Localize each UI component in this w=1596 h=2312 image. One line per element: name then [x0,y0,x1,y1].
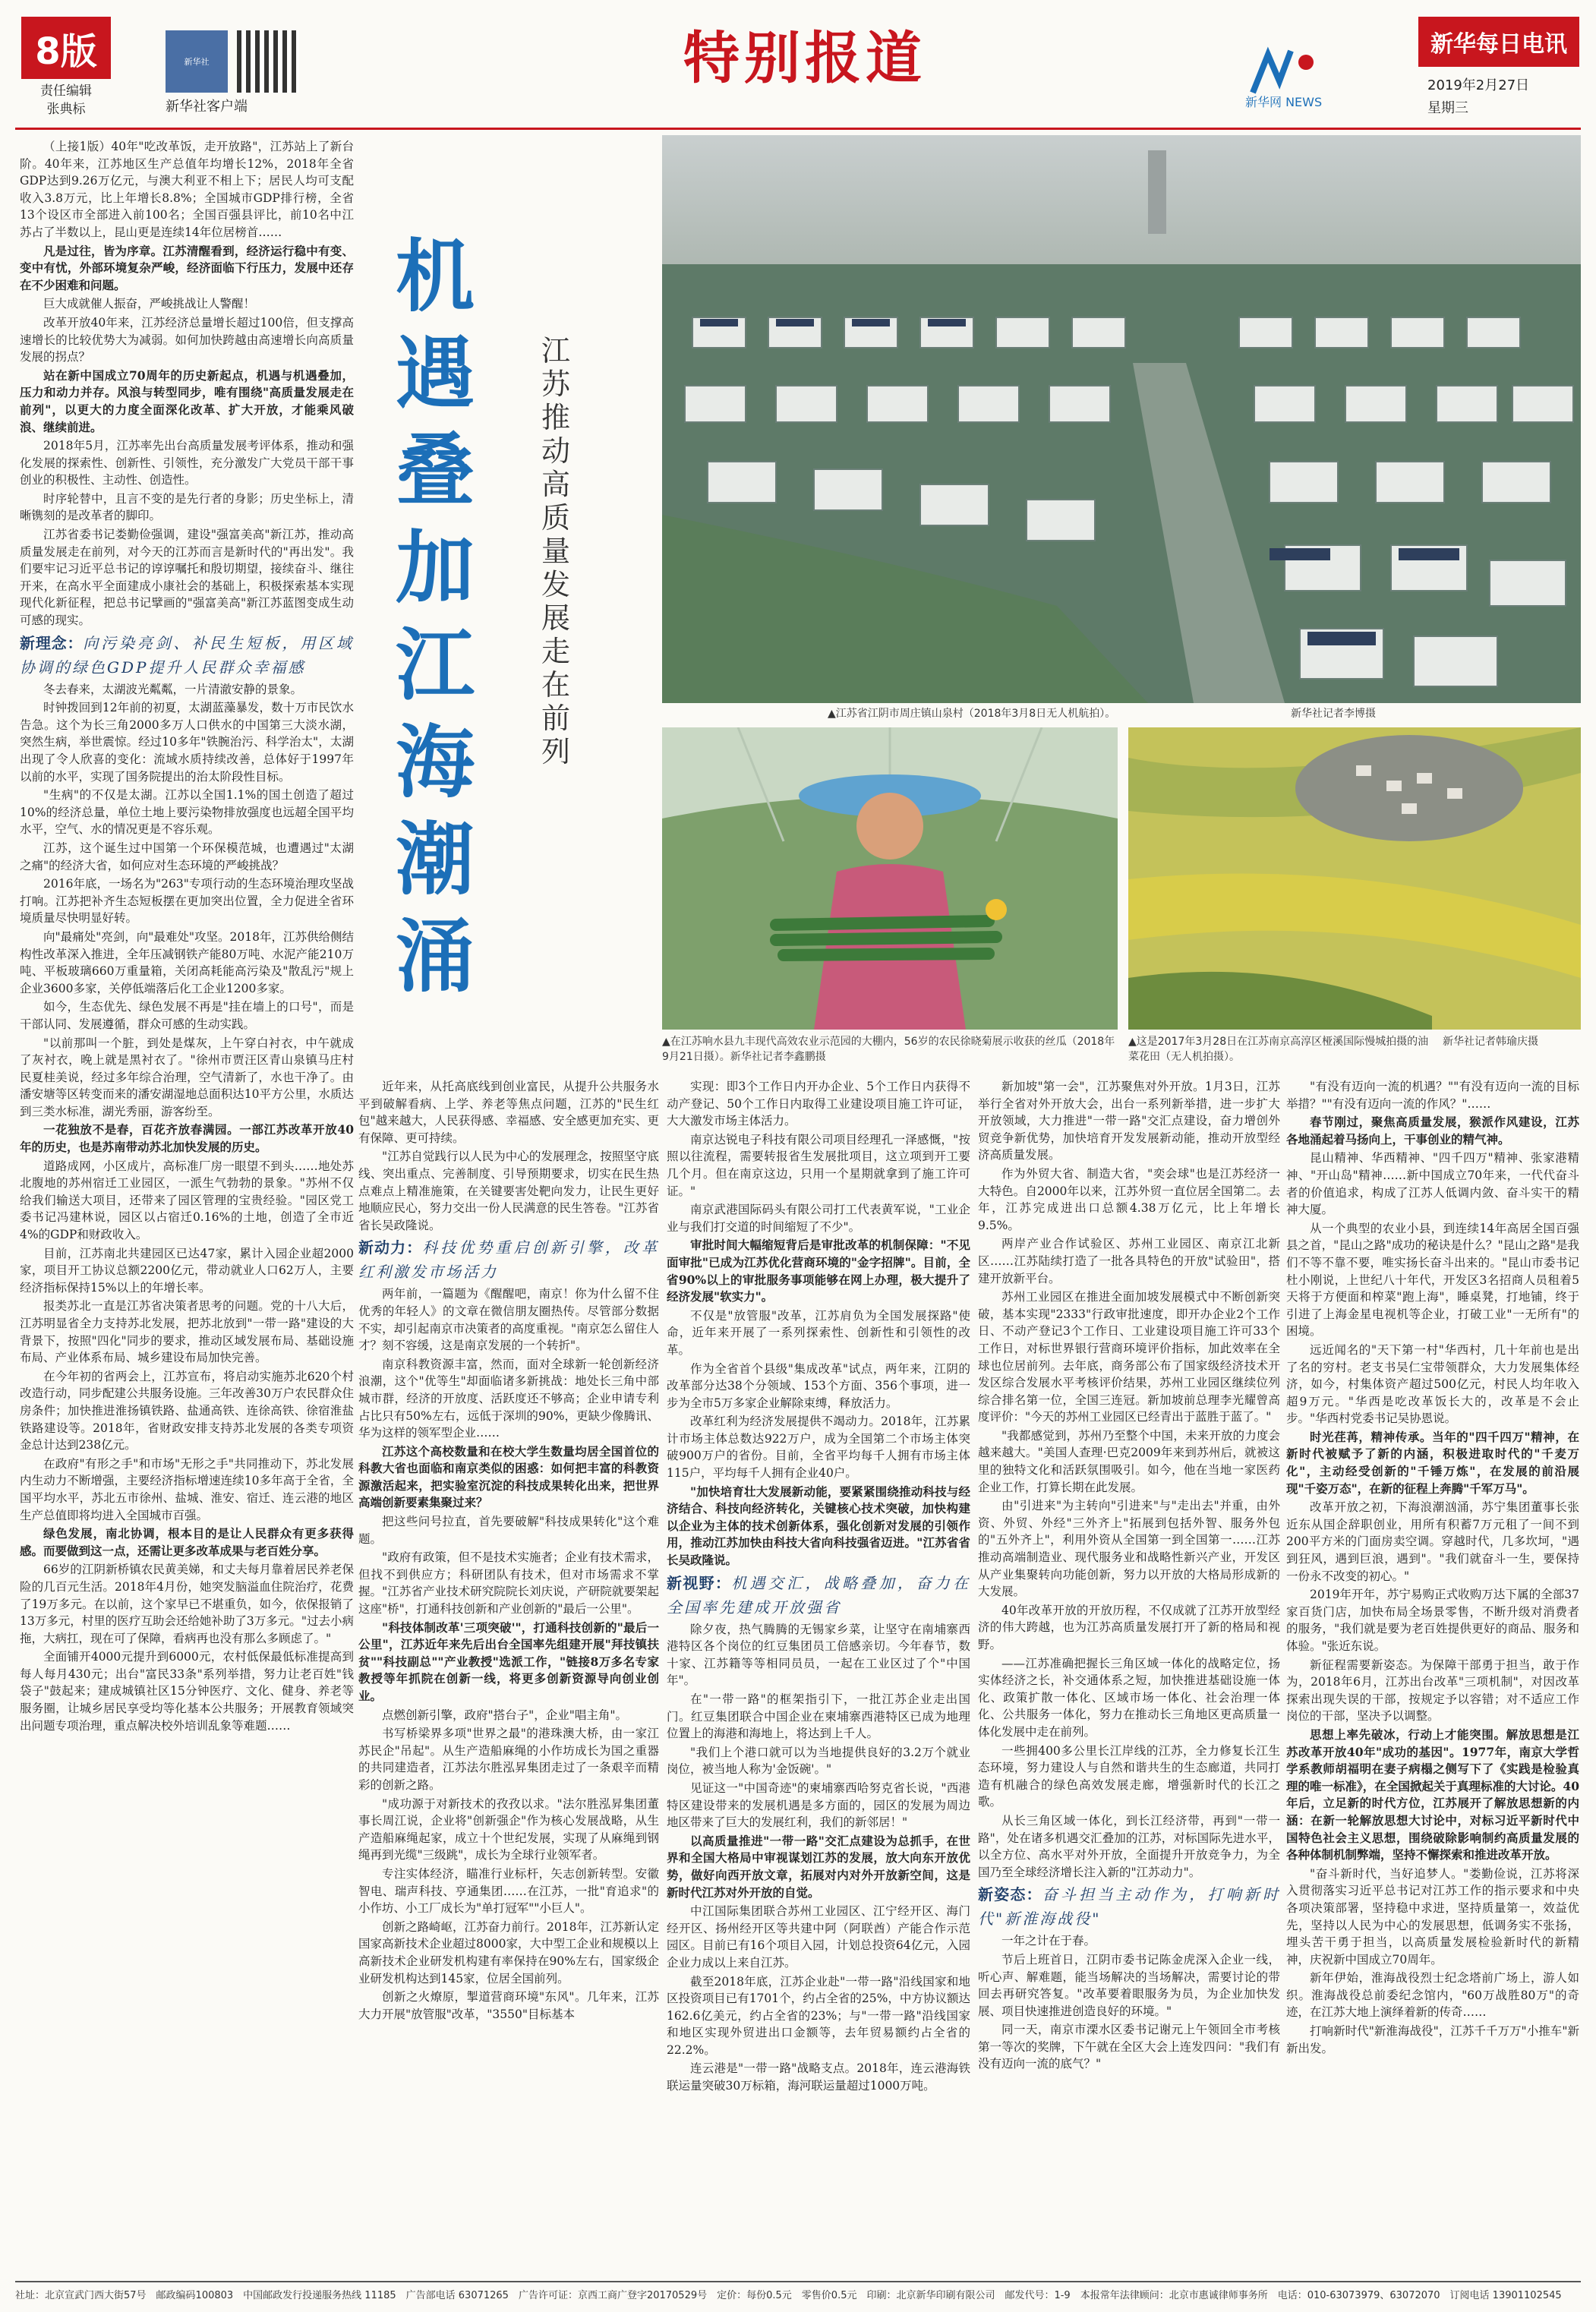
village-aerial-image [662,135,1581,703]
article-column-2 [358,1078,659,2279]
article-column-3 [667,1078,970,2279]
subhead-new-concept [20,631,354,680]
sub-headline: 江苏推动高质量发展走在前列 [541,334,570,768]
paragraph: 专注实体经济，瞄准行业标杆，矢志创新转型。安徽智电、瑞声科技、亨通集团……在江苏，一批"育追求"的小作坊、小工厂成长为"单打冠军""小巨人"。 [358,1866,659,1916]
paragraph: 一年之计在于春。 [1001,1934,1096,1948]
paragraph: 中江国际集团联合苏州工业园区、江宁经开区、海门经开区、扬州经开区等共建中阿（阿联酋）产能合作示范园区。目前已有16个项目入园，计划总投资64亿元，入园企业力成以上来自江苏。 [667,1904,970,1970]
paragraph: 南京武港国际码头有限公司打工代表黄军说，"工业企业与我们打交道的时间缩短了不少"。 [667,1203,970,1234]
paragraph: 向"最痛处"亮剑，向"最难处"攻坚。2018年，江苏供给侧结构性改革深入推进，全年压减钢铁产能80万吨、水泥产能210万吨、平板玻璃660万重量箱，关闭高耗能高污染及"散乱污"规上企业3600多家，关停低端落后化工企业1200多家。 [20,929,354,995]
page-number-badge: 8版 [21,17,111,79]
paragraph: 在今年初的省两会上，江苏宣布，将启动实施苏北620个村改造行动，同步配建公共服务设施。三年改善30万户农民群众住房条件；加快推进淮扬镇铁路、盐通高铁、连徐高铁、徐宿淮盐铁路建设等。2018年，省财政安排支持苏北发展的各类专项资金总计达到238亿元。 [20,1369,354,1452]
header-rule [15,128,1581,130]
subhead-label: 新动力： [358,1238,423,1257]
paragraph: 时序轮替中，且言不变的是先行者的身影；历史坐标上，清晰镌刻的是改革者的脚印。 [20,491,354,523]
rapeseed-image [1128,727,1581,1030]
paragraph: "我们上个港口就可以为当地提供良好的3.2万个就业岗位，被当地人称为'金饭碗'。" [667,1745,970,1777]
paragraph: "奋斗新时代，当好追梦人。"娄勤俭说，江苏将深入贯彻落实习近平总书记对江苏工作的指示要求和中央各项决策部署，坚持稳中求进，坚持质量第一，效益优先，坚持以人民为中心的发展思想，低调务实不张扬，埋头苦干勇于担当，以高质量发展检验新时代的新精神，庆祝新中国成立70周年。 [1286,1866,1579,1967]
subhead-body: 奋斗担当主动作为，打响新时代"新淮海战役" [978,1885,1280,1929]
paragraph: 新加坡"第一会"，江苏聚焦对外开放。1月3日，江苏举行全省对外开放大会，出台一系列新举措，进一步扩大开放领域，大力推进"一带一路"交汇点建设，奋力增创外贸竞争新优势，加快培育开发发展新动能，推动开放型经济高质量发展。 [978,1080,1280,1162]
photo-farmer [662,727,1118,1030]
paragraph: 改革红利为经济发展提供不竭动力。2018年，江苏累计市场主体总数达922万户，成为全国第二个市场主体突破900万户的省份。目前，全省平均每千人拥有市场主体115户，平均每千人拥有企业40户。 [667,1415,970,1481]
paragraph: 巨大成就催人振奋，严峻挑战让人警醒！ [43,297,256,311]
paragraph: 一花独放不是春，百花齐放春满园。一部江苏改革开放40年的历史，也是苏南带动苏北加快发展的历史。 [20,1122,354,1155]
paragraph: "以前那叫一个脏，到处是煤灰，上午穿白衬衣，中午就成了灰衬衣，晚上就是黑衬衣了。"徐州市贾汪区青山泉镇马庄村民夏桂美说，经过多年综合治理，空气清新了，水也干净了。由潘安塘等区转变而来的潘安湖湿地总面积达10平方公里，水质达到三类水标准，湖光秀丽，游客纷至。 [20,1036,354,1118]
paragraph: 两岸产业合作试验区、苏州工业园区、南京江北新区……江苏陆续打造了一批各具特色的开放"试验田"，搭建开放新平台。 [978,1237,1280,1285]
paragraph: 创新之路崎岖，江苏奋力前行。2018年，江苏新认定国家高新技术企业超过8000家，大中型工企业和规模以上高新技术企业研发机构建有率保持在90%左右，国家级企业研发机构达到145家，位居全国前列。 [358,1919,659,1986]
paragraph: 由"引进来"为主转向"引进来"与"走出去"并重，由外资、外贸、外经"三外齐上"拓展到包括外智、服务外包的"五外齐上"，利用外资从全国第一到全国第一……江苏推动高端制造业、现代服务业和战略性新兴产业，开发区从产业集聚转向功能创新，努力以开放的大格局形成新的大发展。 [978,1499,1280,1599]
paragraph: 40年改革开放的开放历程，不仅成就了江苏开放型经济的伟大跨越，也为江苏高质量发展打开了新的格局和视野。 [978,1603,1280,1651]
photo-village-aerial [662,135,1581,703]
paragraph: 同一天，南京市溧水区委书记谢元上午领回全市考核第一等次的奖牌，下午就在全区大会上连发四问："我们有没有迈向一流的底气？" [978,2023,1280,2071]
paragraph: ——江苏准确把握长三角区域一体化的战略定位，扬实体经济之长，补交通体系之短，加快推进基础设施一体化、政策扩散一体化、区域市场一体化、社会治理一体化、公共服务一体化，努力在推动长三角地区更高质量一体化发展中走在前列。 [978,1656,1280,1739]
paragraph: 点燃创新引擎，政府"搭台子"，企业"唱主角"。 [382,1708,628,1722]
subhead-body: 机遇交汇，战略叠加，奋力在全国率先建成开放强省 [667,1573,970,1617]
paragraph: 不仅是"放管服"改革，江苏肩负为全国发展探路"使命，近年来开展了一系列探索性、创新性和引领性的改革。 [667,1308,970,1357]
paragraph: 春节刚过，聚焦高质量发展，猴派作风建设，江苏各地涌起着马扬向上，干事创业的精气神。 [1286,1115,1579,1147]
subhead-new-vision [667,1571,970,1620]
photo-caption-top: ▲江苏省江阴市周庄镇山泉村（2018年3月8日无人机航拍）。 [828,708,1116,720]
paragraph: 近年来，从托高底线到创业富民，从提升公共服务水平到破解看病、上学、养老等焦点问题，江苏的"民生红包"越来越大，人民获得感、幸福感、安全感更加充实、更有保障、更可持续。 [358,1080,659,1145]
paragraph: 节后上班首日，江阴市委书记陈金虎深入企业一线，听心声、解难题，能当场解决的当场解决，需要讨论的带回去再研究答复。"改革要着眼服务为员，为企业加快发展、项目快速推进创造良好的环境。" [978,1952,1280,2018]
paragraph: 如今，生态优先、绿色发展不再是"挂在墙上的口号"，而是干部认同、发展遵循，群众可感的生动实践。 [20,1000,354,1031]
issue-date: 2019年2月27日 [1427,77,1530,93]
issue-weekday: 星期三 [1427,100,1468,116]
paragraph: 江苏这个高校数量和在校大学生数量均居全国首位的科教大省也面临和南京类似的困惑：如何把丰富的科教资源激活起来，把实验室沉淀的科技成果转化出来，把世界高端创新要素集聚过来？ [358,1443,659,1510]
paragraph: 冬去春来，太湖波光粼粼，一片清澈安静的景象。 [43,682,303,696]
paragraph: 南京达锐电子科技有限公司项目经理孔一泽感慨，"按照以往流程，需要转报省生发展批项目，这立项到开工要几个月。但在南京这边，只用一个星期就拿到了施工许可证。" [667,1132,970,1198]
paragraph: 见证这一"中国奇迹"的柬埔寨西哈努克省长说，"西港特区建设带来的发展机遇是多方面的，园区的发展为周边地区带来了巨大的发展红利，我们的新邻居！" [667,1781,970,1830]
paragraph: 书写桥梁界多项"世界之最"的港珠澳大桥，由一家江苏民企"吊起"。从生产造船麻绳的小作坊成长为国之重器的共同建造者，江苏法尔胜泓昇集团走过了一条艰辛而精彩的创新之路。 [358,1727,659,1792]
paragraph: 在"一带一路"的框架指引下，一批江苏企业走出国门。红豆集团联合中国企业在柬埔寨西港特区已成为地理位置上的海港和海地上，将达到上千人。 [667,1692,970,1741]
news-logo-text: 新华网 NEWS [1245,95,1323,108]
paragraph: 昆山精神、华西精神、"四千四万"精神、张家港精神、"开山岛"精神……新中国成立70年来，一代代奋斗者的价值追求，构成了江苏人低调内敛、奋斗实干的精神大厦。 [1286,1151,1579,1217]
xinhuanet-logo [1245,39,1336,108]
qr-code-icon[interactable] [237,30,299,93]
paragraph: 江苏，这个诞生过中国第一个环保模范城，也遭遇过"太湖之痛"的经济大省，如何应对生态环境的严峻挑战？ [20,841,354,872]
xinhua-app-logo: 新华社 [166,30,228,93]
paragraph: 全面铺开4000元提升到6000元，农村低保最低标准提高到每人每月430元；出台"富民33条"系列举措，努力让老百姓"钱袋子"鼓起来；建成城镇社区15分钟医疗、文化、健身、养老等服务圈，让城乡居民享受均等化基本公共服务；开展教育领域突出问题专项治理，重点解决校外培训乱象等难题…… [20,1650,354,1733]
paragraph: 时光荏苒，精神传承。当年的"四千四万"精神，在新时代被赋予了新的内涵，积极进取时代的"千麦万化"，主动经受创新的"千锤万炼"，在发展的前沿展现"千姿万态"，在新的征程上奔腾"千军万马"。 [1286,1429,1579,1496]
paragraph: 连云港是"一带一路"战略支点。2018年，连云港海铁联运量突破30万标箱，海河联运量超过1000万吨。 [667,2061,970,2093]
paragraph: "政府有政策，但不是技术实施者；企业有技术需求，但找不到供应方；科研团队有技术，但对市场需求不掌握。"江苏省产业技术研究院院长刘庆说，产研院就要架起这座"桥"，打通科技创新和产业创新的"最后一公里"。 [358,1550,659,1617]
paragraph: 思想上率先破冰，行动上才能突围。解放思想是江苏改革开放40年"成功的基因"。1977年，南京大学哲学系教师胡福明在妻子病榻之侧写下了《实践是检验真理的唯一标准》，在全国掀起关于真理标准的大讨论。40年后，立足新的时代方位，江苏展开了解放思想新的内涵：在新一轮解放思想大讨论中，对标习近平新时代中国特色社会主义思想，围绕破除影响制约高质量发展的各种体制机制弊端，坚持不懈探索和推进改革开放。 [1286,1727,1579,1863]
paragraph: 在政府"有形之手"和市场"无形之手"共同推动下，苏北发展内生动力不断增强，主要经济指标增速连续10多年高于全省，全国平均水平，苏北五市徐州、盐城、淮安、宿迁、连云港的地区生产总值即将均进入全国城市百强。 [20,1456,354,1522]
subhead-new-posture [978,1882,1280,1931]
photo-caption-right: ▲这是2017年3月28日在江苏南京高淳区桠溪国际慢城拍摄的油菜花田（无人机拍摄）。 [1128,1036,1429,1063]
paragraph: 从一个典型的农业小县，到连续14年高居全国百强县之首，"昆山之路"成功的秘诀是什么？"昆山之路"是我们不等不靠不要，唯实扬长奋斗出来的。"昆山市委书记杜小刚说，上世纪八十年代，开发区3名招商人员租着5天将于方便面和榨菜"跑上海"，睡桌凳，打地铺，终于引进了上海金星电视机等企业，打破工业"一无所有"的困境。 [1286,1221,1579,1339]
paragraph: "我都感觉到，苏州乃至整个中国，未来开放的力度会越来越大。"美国人查理·巴克2009年来到苏州后，就被这里的独特文化和活跃氛围吸引。如今，他在当地一家医药企业工作，打算长期在此发展。 [978,1428,1280,1494]
paragraph: 道路成网，小区成片，高标准厂房一眼望不到头……地处苏北腹地的苏州宿迁工业园区，一派生气勃勃的景象。"苏州不仅给我们输送大项目，还带来了园区管理的宝贵经验。"园区党工委书记冯建林说，园区以占宿迁0.16%的土地，创造了全市近4%的GDP和财政收入。 [20,1159,354,1242]
photo-caption-left: ▲在江苏响水县九丰现代高效农业示范园的大棚内，56岁的农民徐晓菊展示收获的丝瓜（2018年9月21日摄）。新华社记者李鑫鹏摄 [662,1036,1115,1063]
paragraph: 南京科教资源丰富，然而，面对全球新一轮创新经济浪潮，这个"优等生"却面临诸多新挑战：地处长三角中部城市群，经济的开放度、活跃度还不够高；企业申请专利占比只有50%左右，远低于深圳的90%，更缺少像腾讯、华为这样的领军型企业…… [358,1357,659,1440]
paragraph: 以高质量推进"一带一路"交汇点建设为总抓手，在世界和全国大格局中审视谋划江苏的发展，放大向东开放优势，做好向西开放文章，拓展对内对外开放新空间，这是新时代江苏对外开放的自觉。 [667,1833,970,1900]
paragraph: 2019年开年，苏宁易购正式收购万达下属的全部37家百货门店，加快布局全场景零售，不断升级对消费者的服务，"我们就是要为老百姓提供更好的商品、服务和体验。"张近东说。 [1286,1588,1579,1653]
subhead-label: 新视野： [667,1573,732,1592]
paragraph: "成功源于对新技术的孜孜以求。"法尔胜泓昇集团董事长周江说，企业将"创新强企"作为核心发展战略，从生产造船麻绳起家，成立十个世纪发展，实现了从麻绳到钢绳再到光缆"三级跳"，成长为全球行业领军者。 [358,1796,659,1863]
paragraph: 站在新中国成立70周年的历史新起点，机遇与机遇叠加，压力和动力并存。风浪与转型同步，唯有围绕"高质量发展走在前列"，以更大的力度全面深化改革、扩大开放，才能乘风破浪、继续前进。 [20,367,354,434]
paragraph: 实现：即3个工作日内开办企业、5个工作日内获得不动产登记、50个工作日内取得工业建设项目施工许可证，大大激发市场主体活力。 [667,1080,970,1128]
paragraph: 作为全省首个县级"集成改革"试点，两年来，江阴的改革部分达38个分领域、153个方面、356个事项，进一步为全市5万多家企业解除束缚，释放活力。 [667,1361,970,1410]
paragraph: 一些拥400多公里长江岸线的江苏，全力修复长江生态环境，努力建设人与自然和谐共生的生态廊道，共同打造有机融合的绿色高效发展走廊，增强新时代的长江之歌。 [978,1743,1280,1809]
editor-info [21,82,111,120]
paragraph: "加快培育壮大发展新动能，要紧紧围绕推动科技与经济结合、科技向经济转化，关键核心技术突破，加快构建以企业为主体的技术创新体系，强化创新对发展的引领作用，推动江苏加快由科技大省向科技强省迈进。"江苏省省长吴政隆说。 [667,1484,970,1568]
paragraph: 从长三角区域一体化，到长江经济带，再到"一带一路"，处在诸多机遇交汇叠加的江苏，对标国际先进水平，以全方位、高水平对外开放，全面提升开放竞争力，为全国乃至全球经济增长注入新的"江苏动力"。 [978,1813,1280,1879]
paragraph: 作为外贸大省、制造大省，"奕会球"也是江苏经济一大特色。自2000年以来，江苏外贸一直位居全国第二。去年，江苏完成进出口总额4.38万亿元，比上年增长9.5%。 [978,1166,1280,1232]
editor-label: 责任编辑 [40,84,92,99]
paragraph: 江苏省委书记娄勤俭强调，建设"强富美高"新江苏，推动高质量发展走在前列，对今天的江苏而言是新时代的"再出发"。我们要牢记习近平总书记的谆谆嘱托和殷切期望，接续奋斗、继往开来，在高水平全面建成小康社会的基础上，积极探索基本实现现代化新征程，把总书记擘画的"强富美高"新江苏蓝图变成生动可感的现实。 [20,528,354,628]
footer-info: 社址：北京宣武门西大街57号 邮政编码100803 中国邮政发行投递服务热线 11185 广告部电话 63071265 广告许可证：京西工商广登字20170529号 定价：每份0.5元 零售价0.5元 印刷：北京新华印刷有限公司 邮发代号：1-9 本报常年法律顾问：北京市惠诚律师事务所 电话：010-63073979、63072070 订阅电话 13901102545 [15,2290,1562,2301]
paragraph: 新年伊始，淮海战役烈士纪念塔前广场上，游人如织。淮海战役总前委纪念馆内，"60万战胜80万"的奇迹，在江苏大地上演绎着新的传奇…… [1286,1971,1579,2020]
paragraph: 改革开放40年来，江苏经济总量增长超过100倍，但支撑高速增长的比较优势大为减弱。如何加快跨越由高速增长向高质量发展的拐点？ [20,315,354,364]
editor-name: 张典标 [46,102,86,117]
photo-rapeseed [1128,727,1581,1030]
section-title: 特别报道 [683,26,926,91]
subhead-label: 新理念： [20,633,84,652]
paragraph: 打响新时代"新淮海战役"，江苏千千万万"小推车"新新出发。 [1286,2024,1579,2055]
footer-rule [15,2281,1581,2282]
paragraph: 2018年5月，江苏率先出台高质量发展考评体系，推动和强化发展的探索性、创新性、引领性，充分激发广大党员干部干事创业的积极性、主动性、创造性。 [20,439,354,487]
paragraph: 绿色发展，南北协调，根本目的是让人民群众有更多获得感。而要做到这一点，还需让更多改革成果与老百姓分享。 [20,1526,354,1558]
paragraph: 2016年底，一场名为"263"专项行动的生态环境治理攻坚战打响。江苏把补齐生态短板摆在更加突出位置，全力促进全省环境质量尽快明显好转。 [20,877,354,926]
main-headline: 机遇叠加江海潮涌 [395,229,475,1003]
paragraph: 凡是过往，皆为序章。江苏清醒看到，经济运行稳中有变、变中有忧，外部环境复杂严峻，经济面临下行压力，发展中还存在不少困难和问题。 [20,243,354,292]
paragraph: 目前，江苏南北共建园区已达47家，累计入园企业超2000家，项目开工协议总额2200亿元，带动就业人口62万人，主要经济指标保持15%以上的年增长率。 [20,1246,354,1295]
daily-badge: 新华每日电讯 [1418,17,1579,67]
article-column-5 [1286,1078,1579,2279]
qr-caption: 新华社客户端 [166,99,248,115]
paragraph: 苏州工业园区在推进全面加坡发展模式中不断创新突破，基本实现"2333"行政审批速度，即开办企业2个工作日、不动产登记3个工作日、工业建设项目施工许可33个工作日，对标世界银行营商环境评价指标，加此效率在全球也位居前列。去年底，商务部公布了国家级经济技术开发区综合发展水平考核评价结果，苏州工业园区继续位列综合排名第一位，全国三连冠。新加坡前总理李光耀曾高度评价："今天的苏州工业园区已经青出于蓝胜于蓝了。" [978,1290,1280,1424]
paragraph: 两年前，一篇题为《醒醒吧，南京！你为什么留不住优秀的年轻人》的文章在微信朋友圈热传。尽管部分数据不实，却引起南京市决策者的高度重视。"南京怎么留住人才？刻不容缓，这是南京发展的一个转折"。 [358,1287,659,1353]
paragraph: 时钟拨回到12年前的初夏，太湖蓝藻暴发，数十万市民饮水告急。这个为长三角2000多万人口供水的中国第三大淡水湖，突然生病，举世震惊。经过10多年"铁腕治污、科学治太"，太湖出现了令人欣喜的变化：流域水质持续改善，总体好于1997年以前的水平，实现了国务院提出的治太阶段性目标。 [20,701,354,784]
date-box [1427,74,1579,120]
paragraph: 远近闻名的"天下第一村"华西村，几十年前也是出了名的穷村。老支书吴仁宝带领群众，大力发展集体经济，如今，村集体资产超过500亿元，村民人均年收入超9万元。"华西是吃改革饭长大的，改革是不会止步。"华西村党委书记吴协恩说。 [1286,1342,1579,1426]
paragraph: "江苏自觉践行以人民为中心的发展理念，按照坚守底线、突出重点、完善制度、引导预期要求，切实在民生热点难点上精准施策，在关键要害处靶向发力，让民生更好地顺应民心，努力交出一份人民满意的民生答卷。"江苏省省长吴政隆说。 [358,1150,659,1232]
paragraph: 报类苏北一直是江苏省决策者思考的问题。党的十八大后，江苏明显省全力支持苏北发展，把苏北放到"一带一路"建设的大背景下，按照"四化"同步的要求，推动区域发展布局、基础设施布局、产业体系布局、城乡建设布局加快完善。 [20,1299,354,1365]
paragraph: 把这些问号拉直，首先要破解"科技成果转化"这个难题。 [358,1515,659,1546]
paragraph: 截至2018年底，江苏企业赴"一带一路"沿线国家和地区投资项目已有1701个，约占全省的25%，中方协议额达162.6亿美元，约占全省的23%；与"一带一路"沿线国家和地区实现外贸进出口金额等，去年贸易额约占全省的22.2%。 [667,1974,970,2057]
paragraph: 除夕夜，热气腾腾的无锡家乡菜，让坚守在南埔寨西港特区各个岗位的红豆集团员工倍感亲切。今年春节，数十家、江苏籍等等相同员员，一起在工业区过了个"中国年"。 [667,1622,970,1688]
farmer-image [662,727,1118,1030]
subhead-new-momentum [358,1235,659,1284]
photo-credit-right: 新华社记者韩瑜庆摄 [1443,1036,1538,1048]
paragraph: "生病"的不仅是太湖。江苏以全国1.1%的国土创造了超过10%的经济总量，单位土地上要污染物排放强度也远超全国平均水平，空气、水的情况更是不容乐观。 [20,788,354,837]
article-column-1 [20,138,354,2279]
subhead-label: 新姿态： [978,1885,1042,1904]
photo-credit-top: 新华社记者李博摄 [1291,708,1376,720]
paragraph: （上接1版）40年"吃改革饭，走开放路"，江苏站上了新台阶。40年来，江苏地区生产总值年均增长12%，2018年全省GDP达到9.26万亿元，与澳大利亚不相上下；居民人均可支配收入3.8万元，比上年增长8.8%；全国城市GDP排行榜，全省13个设区市全部进入前100名；全国百强县评比，前10名中江苏占了半数以上，昆山更是连续14年位居榜首…… [20,140,354,239]
paragraph: 新征程需要新姿态。为保障干部勇于担当，敢于作为，2018年6月，江苏出台改革"三项机制"，对因改革探索出现失误的干部，按规定予以容错；对不适应工作岗位的干部，坚决予以调整。 [1286,1658,1579,1724]
paragraph: "有没有迈向一流的机遇？""有没有迈向一流的目标举措？""有没有迈向一流的作风？"…… [1286,1080,1579,1111]
subhead-body: 科技优势重启创新引擎，改革红利激发市场活力 [358,1238,659,1282]
paragraph: 创新之火燎原，掣道营商环境"东风"。几年来，江苏大力开展"放管服"改革，"3550"目标基本 [358,1990,659,2021]
paragraph: "科技体制改革'三项突破'"，打通科技创新的"最后一公里"，江苏近年来先后出台全国率先组建开展"拜技镇扶贫""科技副总""产业教授"选派工作，"链接8万多名专家教授等年抓院在创新一线，将更多创新资源导向创业创业。 [358,1620,659,1703]
paragraph: 改革开放之初，下海浪潮汹涌，苏宁集团董事长张近东从国企辞职创业，用所有积蓄7万元租了一间不到200平方米的门面房卖空调。穿越时代，几多坎坷，"遇到狂风，遇到巨浪，遇到"。"我们就奋斗一生，要保持一份永不改变的初心。" [1286,1500,1579,1583]
paragraph: 66岁的江阴新桥镇农民黄美娣，和丈夫每月靠着居民养老保险的几百元生活。2018年4月份，她突发脑溢血住院治疗，花费了19万多元。在以前，这个家早已不堪重负，如今，依保报销了13万多元，村里的医疗互助会还给她补助了3万多元。"过去小病拖，大病扛，现在可了保障，看病再也没有那么多顾虑了。" [20,1563,354,1645]
paragraph: 审批时间大幅缩短背后是审批改革的机制保障："不见面审批"已成为江苏优化营商环境的"金字招牌"。目前，全省90%以上的审批服务事项能够在网上办理，极大提升了经济发展"软实力"。 [667,1238,970,1304]
subhead-body: 向污染亮剑、补民生短板，用区域协调的绿色GDP提升人民群众幸福感 [20,633,354,677]
article-column-4 [978,1078,1280,2279]
